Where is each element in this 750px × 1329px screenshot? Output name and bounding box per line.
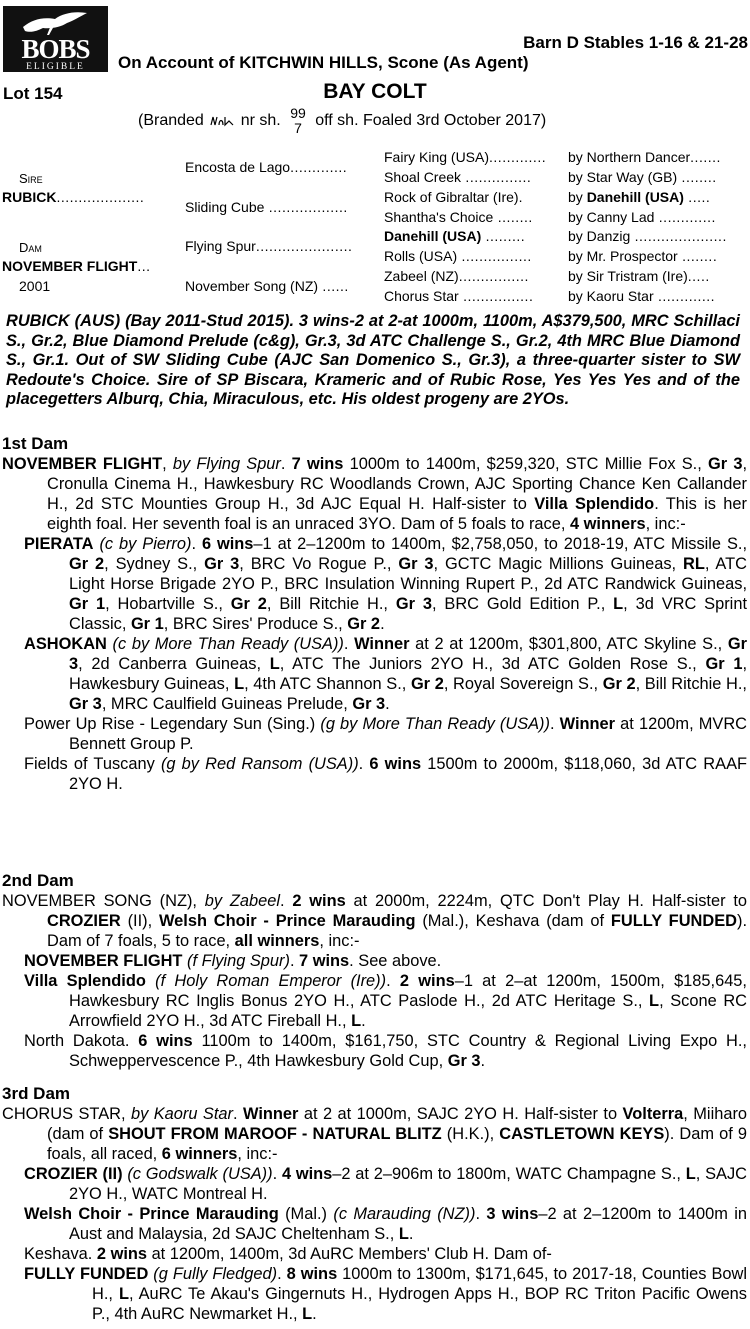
progeny-entry: Welsh Choir - Prince Marauding (Mal.) (c Marauding (NZ)). 3 wins–2 at 2–1200m to 1400m in Aust and Malaysia, 2d SAJC Cheltenham S., L. (24, 1205, 748, 1243)
pedigree-g3: Zabeel (NZ)................ (384, 268, 529, 284)
dam-foal-year: 2001 (19, 278, 51, 294)
pedigree-g2: Sliding Cube .................. (185, 199, 348, 215)
progeny-entry: PIERATA (c by Pierro). 6 wins–1 at 2–1200m to 1400m, $2,758,050, to 2018-19, ATC Missile S., Gr 2, Sydney S., Gr 3, BRC Vo Rogue P., Gr 3, GCTC Magic Millions Guineas, RL, ATC Light Horse Brigade 2YO P., BRC Insulation Winning Rupert P., 2d ATC Randwick Guineas, Gr 1, Hobartville S., Gr 2, Bill Ritchie H., Gr 3, BRC Gold Edition P., L, 3d VRC Sprint Classic, Gr 1, BRC Sires' Produce S., Gr 2. (24, 535, 748, 633)
progeny-entry: Villa Splendido (f Holy Roman Emperor (Ire)). 2 wins–1 at 2–at 1200m, 1500m, $185,645, Hawkesbury RC Inglis Bonus 2YO H., ATC Paslode H., 2d ATC Heritage S., L, Scone RC Arrowfield 2YO H., 3d ATC Fireball H., L. (24, 972, 747, 1030)
progeny-entry: FULLY FUNDED (g Fully Fledged). 8 wins 1000m to 1300m, $171,645, to 2017-18, Counties Bowl H., L, AuRC Te Akau's Gingernuts H., Hydrogen Apps H., BOP RC Triton Pacific Owens P., 4th AuRC Newmarket H., L. (24, 1265, 747, 1323)
pedigree-g4: by Sir Tristram (Ire)..... (568, 268, 710, 284)
brand-fraction: 99 7 (290, 104, 306, 136)
pedigree-g3: Rock of Gibraltar (Ire). (384, 189, 523, 205)
pedigree-g4: by Star Way (GB) ........ (568, 169, 717, 185)
pedigree-g3: Shoal Creek ............... (384, 169, 532, 185)
horse-title: BAY COLT (323, 80, 427, 103)
logo-subword: ELIGIBLE (26, 62, 85, 72)
pedigree-g4: by Canny Lad ............. (568, 209, 716, 225)
pedigree-g4: by Mr. Prospector ........ (568, 248, 718, 264)
brand-mark-icon (210, 115, 234, 127)
vendor-account: On Account of KITCHWIN HILLS, Scone (As Agent) (118, 53, 529, 72)
progeny-entry: Fields of Tuscany (g by Red Ransom (USA)). 6 wins 1500m to 2000m, $118,060, 3d ATC RAAF 2YO H. (24, 755, 748, 793)
sire-label: Sire (19, 171, 43, 186)
progeny-entry: ASHOKAN (c by More Than Ready (USA)). Winner at 2 at 1200m, $301,800, ATC Skyline S., Gr 3, 2d Canberra Guineas, L, ATC The Juniors 2YO H., 3d ATC Golden Rose S., Gr 1, Hawkesbury Guineas, L, 4th ATC Shannon S., Gr 2, Royal Sovereign S., Gr 2, Bill Ritchie H., Gr 3, MRC Caulfield Guineas Prelude, Gr 3. (24, 635, 747, 713)
sire-summary: RUBICK (AUS) (Bay 2011-Stud 2015). 3 wins-2 at 2-at 1000m, 1100m, A$379,500, MRC Schillaci S., Gr.2, Blue Diamond Prelude (c&g), Gr.3, 3d ATC Challenge S., Gr.2, 4th MRC Blue Diamond S., Gr.1. Out of SW Sliding Cube (AJC San Domenico S., Gr.3), a three-quarter sister to SW Redoute's Choice. Sire of SP Biscara, Krameric and of Rubic Rose, Yes Yes Yes and of the placegetters Alburq, Chia, Miraculous, etc. His oldest progeny are 2YOs. (6, 312, 740, 409)
third-dam-section (2, 1084, 747, 1324)
section-heading: 3rd Dam (2, 1084, 71, 1103)
pedigree-g3: Shantha's Choice ........ (384, 209, 533, 225)
section-heading: 2nd Dam (2, 871, 74, 890)
brand-line: (Branded nr sh. 99 7 off sh. Foaled 3rd October 2017) (138, 104, 547, 136)
pedigree-g3: Fairy King (USA)............. (384, 149, 547, 165)
first-dam-section (2, 434, 747, 794)
progeny-entry: North Dakota. 6 wins 1100m to 1400m, $161,750, STC Country & Regional Living Expo H., Schweppervescence P., 4th Hawkesbury Gold Cup, Gr 3. (24, 1032, 747, 1070)
barn-location: Barn D Stables 1-16 & 21-28 (523, 33, 748, 52)
progeny-entry: Power Up Rise - Legendary Sun (Sing.) (g by More Than Ready (USA)). Winner at 1200m, MVRC Bennett Group P. (24, 715, 748, 753)
progeny-entry: CROZIER (II) (c Godswalk (USA)). 4 wins–2 at 2–906m to 1800m, WATC Champagne S., L, SAJC 2YO H., WATC Montreal H. (24, 1165, 747, 1203)
logo-word: BOBS (21, 34, 90, 64)
dam-name: NOVEMBER FLIGHT... (2, 258, 151, 274)
pedigree-g3: Danehill (USA) ......... (384, 228, 526, 244)
pedigree-g3: Rolls (USA) ................ (384, 248, 532, 264)
pedigree-g4: by Danehill (USA) ..... (568, 189, 711, 205)
progeny-entry: NOVEMBER FLIGHT (f Flying Spur). 7 wins. See above. (24, 952, 442, 970)
dam-paragraph: NOVEMBER FLIGHT, by Flying Spur. 7 wins 1000m to 1400m, $259,320, STC Millie Fox S., Gr 3, Cronulla Cinema H., Hawkesbury RC Woodlands Crown, AJC Sporting Chance Ken Callander H., 2d STC Mounties Group H., 3d AJC Equal H. Half-sister to Villa Splendido. This is her eighth foal. Her seventh foal is an unraced 3YO. Dam of 5 foals to race, 4 winners, inc:- (2, 455, 747, 533)
pedigree-g3: Chorus Star ................ (384, 288, 534, 304)
lot-number: Lot 154 (3, 84, 63, 103)
pedigree-g2: Flying Spur...................... (185, 238, 353, 254)
progeny-entry: Keshava. 2 wins at 1200m, 1400m, 3d AuRC Members' Club H. Dam of- (24, 1245, 552, 1263)
section-heading: 1st Dam (2, 434, 69, 453)
pedigree-g2: Encosta de Lago............. (185, 159, 348, 175)
pedigree-g4: by Northern Dancer....... (568, 149, 721, 165)
second-dam-section (2, 871, 747, 1071)
pedigree-g4: by Kaoru Star ............. (568, 288, 716, 304)
dam-paragraph: CHORUS STAR, by Kaoru Star. Winner at 2 at 1000m, SAJC 2YO H. Half-sister to Volterra, Miiharo (dam of SHOUT FROM MAROOF - NATURAL BLITZ (H.K.), CASTLETOWN KEYS). Dam of 9 foals, all raced, 6 winners, inc:- (2, 1105, 748, 1163)
dam-paragraph: NOVEMBER SONG (NZ), by Zabeel. 2 wins at 2000m, 2224m, QTC Don't Play H. Half-sister to CROZIER (II), Welsh Choir - Prince Marauding (Mal.), Keshava (dam of FULLY FUNDED). Dam of 7 foals, 5 to race, all winners, inc:- (2, 892, 748, 950)
bobs-eligible-logo (3, 6, 108, 72)
pedigree-g2: November Song (NZ) ...... (185, 278, 349, 294)
sire-name: RUBICK.................... (2, 189, 145, 205)
dam-label: Dam (19, 240, 42, 255)
bird-icon (21, 9, 91, 37)
pedigree-g4: by Danzig ..................... (568, 228, 727, 244)
